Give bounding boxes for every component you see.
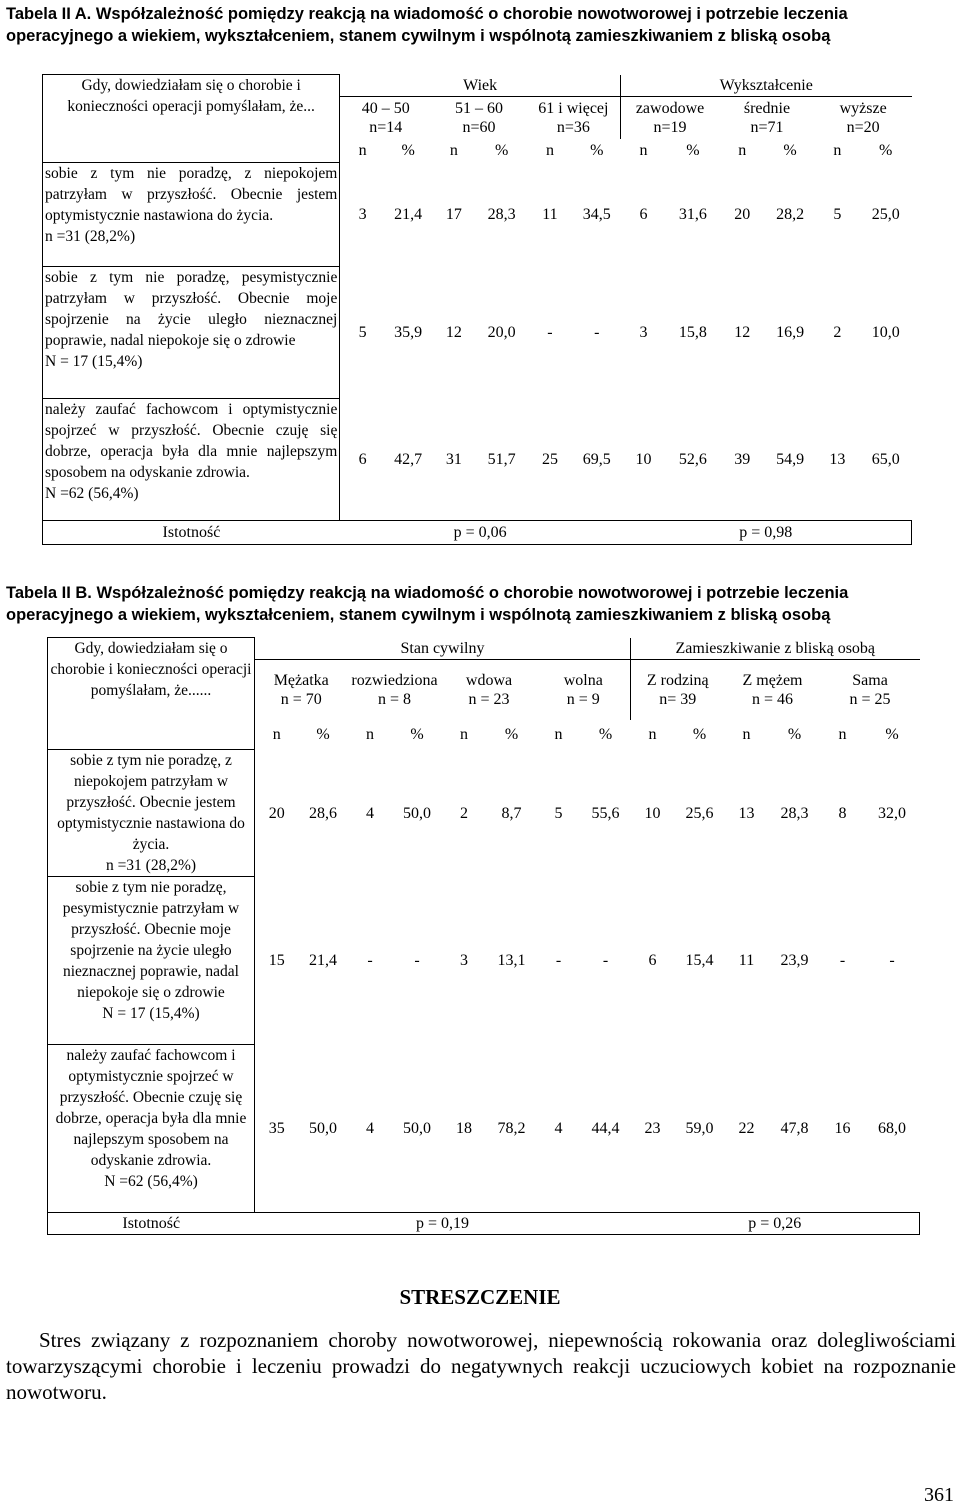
table-a-subheader: n <box>545 142 554 159</box>
table-cell: 4 <box>366 1119 374 1137</box>
table-cell: 47,8 <box>780 1119 809 1137</box>
table-cell: 50,0 <box>309 1119 337 1137</box>
table-b-subheader: % <box>316 726 330 743</box>
table-a-subheader: n <box>738 142 747 159</box>
table-cell: 25,0 <box>871 206 900 223</box>
table-a-subheader: % <box>879 142 893 159</box>
table-b-subheader: % <box>787 726 802 743</box>
table-b-col-header: Sama n = 25 <box>849 671 891 708</box>
table-cell: 3 <box>460 952 468 969</box>
table-b-subheader: n <box>648 726 657 743</box>
table-cell: 50,0 <box>403 1119 431 1137</box>
table-cell: 68,0 <box>878 1119 907 1137</box>
table-a-group-age: Wiek <box>340 75 621 97</box>
table-cell: 35,9 <box>394 324 423 341</box>
table-cell: 3 <box>358 206 367 223</box>
table-cell: 4 <box>554 1119 563 1137</box>
table-cell: 65,0 <box>871 450 900 468</box>
table-cell: - <box>414 952 420 969</box>
table-a-col-header: wyższe n=20 <box>839 99 887 136</box>
table-b-subheader: % <box>504 726 519 743</box>
table-cell: - <box>839 952 846 969</box>
table-row <box>43 267 912 399</box>
summary-heading: STRESZCZENIE <box>399 1285 561 1309</box>
table-cell: 10,0 <box>871 324 900 341</box>
table-a-col-header: 61 i więcej n=36 <box>538 99 609 136</box>
page-number: 361 <box>924 1484 954 1506</box>
table-cell: 22 <box>738 1119 755 1137</box>
table-cell: 20,0 <box>487 324 516 341</box>
table-b-group-marital: Stan cywilny <box>255 638 631 660</box>
table-cell: 18 <box>456 1119 472 1137</box>
table-b-col-header: Z mężem n = 46 <box>742 671 803 708</box>
table-cell: 10 <box>635 450 652 468</box>
table-cell: 15 <box>268 952 285 969</box>
table-cell: 3 <box>639 324 648 341</box>
table-cell: 39 <box>734 450 751 468</box>
table-b-question: Gdy, dowiedziałam się o chorobie i konieczności operacji pomyślałam, że...... <box>48 638 255 750</box>
table-cell: 15,8 <box>678 324 707 341</box>
table-b-subheader: n <box>838 726 847 743</box>
table-cell: 28,2 <box>776 206 805 223</box>
table-cell: 44,4 <box>591 1119 620 1137</box>
table-cell: 25,6 <box>685 804 714 822</box>
table-cell: 51,7 <box>487 450 516 468</box>
table-row <box>48 877 920 1045</box>
table-cell: 5 <box>358 324 367 341</box>
table-row <box>43 399 912 521</box>
table-b-subheader: n <box>554 726 563 743</box>
table-cell: - <box>889 952 895 969</box>
table-a <box>42 74 912 545</box>
table-b-row-label: sobie z tym nie poradzę, pesymistycznie patrzyłam w przyszłość. Obecnie moje spojrzenie na życie uległo nieznacznej poprawie, nadal niepokoje się o zdrowie N = 17 (15,4%) <box>48 877 255 1045</box>
table-cell: 5 <box>833 206 842 223</box>
table-cell: 12 <box>445 324 462 341</box>
table-cell: 78,2 <box>497 1119 526 1137</box>
table-a-row-label: sobie z tym nie poradzę, pesymistycznie patrzyłam w przyszłość. Obecnie moje spojrzenie na życie uległo nieznacznej poprawie, nadal niepokoje się o zdrowie N = 17 (15,4%) <box>43 267 340 399</box>
table-cell: 2 <box>460 804 468 822</box>
table-cell: - <box>555 952 562 969</box>
table-cell: 25 <box>541 450 558 468</box>
table-cell: 69,5 <box>582 450 611 468</box>
table-a-subheader: % <box>494 142 509 159</box>
table-cell: 12 <box>734 324 751 341</box>
table-b <box>47 637 920 1235</box>
table-cell: 2 <box>833 324 842 341</box>
table-cell: 34,5 <box>582 206 611 223</box>
table-a-subheader: % <box>401 142 415 159</box>
table-a-row-label: sobie z tym nie poradzę, z niepokojem patrzyłam w przyszłość. Obecnie jestem optymistycznie nastawiona do życia. n =31 (28,2%) <box>43 163 340 267</box>
table-cell: 28,3 <box>487 206 516 223</box>
table-cell: 55,6 <box>591 804 620 822</box>
table-cell: 8 <box>838 804 847 822</box>
table-cell: - <box>547 324 553 341</box>
table-a-sig-label: Istotność <box>43 521 340 545</box>
table-b-group-living: Zamieszkiwanie z bliską osobą <box>631 638 920 660</box>
table-b-col-header: Mężatka n = 70 <box>273 671 329 708</box>
table-a-subheader: n <box>449 142 458 159</box>
table-a-col-header: 40 – 50 n=14 <box>361 99 410 136</box>
table-cell: 42,7 <box>394 450 423 468</box>
table-b-subheader: % <box>410 726 424 743</box>
table-row <box>43 163 912 267</box>
table-b-col-header: wdowa n = 23 <box>465 671 513 708</box>
table-cell: 16 <box>834 1119 851 1137</box>
table-cell: 11 <box>542 206 558 223</box>
table-cell: 6 <box>358 450 367 468</box>
table-a-sig-age: p = 0,06 <box>340 521 621 545</box>
table-a-subheader: n <box>833 142 842 159</box>
table-cell: 21,4 <box>394 206 423 223</box>
table-cell: 17 <box>445 206 462 223</box>
table-b-subheader: n <box>272 726 281 743</box>
table-cell: 28,3 <box>780 804 809 822</box>
table-cell: 35 <box>268 1119 285 1137</box>
table-a-caption: Tabela II A. Współzależność pomiędzy reakcją na wiadomość o chorobie nowotworowej i potrzebie leczenia operacyjnego a wiekiem, wykształceniem, stanem cywilnym i wspólnotą zamieszkiwaniem z bliską osobą <box>6 5 848 45</box>
table-cell: 8,7 <box>501 804 522 822</box>
table-b-subheader: n <box>366 726 374 743</box>
table-cell: 5 <box>554 804 563 822</box>
table-a-subheader: % <box>590 142 604 159</box>
table-b-subheader: % <box>598 726 613 743</box>
table-row <box>48 1045 920 1213</box>
table-b-subheader: n <box>742 726 751 743</box>
table-cell: - <box>367 952 373 969</box>
table-b-subheader: % <box>885 726 899 743</box>
table-cell: 11 <box>738 952 755 969</box>
table-cell: 50,0 <box>403 804 431 822</box>
table-cell: 6 <box>639 206 648 223</box>
table-cell: 54,9 <box>776 450 805 468</box>
table-cell: 10 <box>644 804 661 822</box>
table-cell: - <box>594 324 600 341</box>
table-cell: 31 <box>445 450 462 468</box>
table-b-caption: Tabela II B. Współzależność pomiędzy reakcją na wiadomość o chorobie nowotworowej i potrzebie leczenia operacyjnego a wiekiem, wykształceniem, stanem cywilnym i wspólnotą zamieszkiwaniem z bliską osobą <box>6 584 849 624</box>
table-a-question: Gdy, dowiedziałam się o chorobie i konieczności operacji pomyślałam, że... <box>43 75 340 163</box>
table-b-sig-marital: p = 0,19 <box>255 1213 631 1235</box>
table-cell: 16,9 <box>776 324 805 341</box>
table-b-row-label: sobie z tym nie poradzę, z niepokojem patrzyłam w przyszłość. Obecnie jestem optymistycznie nastawiona do życia. n =31 (28,2%) <box>48 750 255 877</box>
table-a-sig-education: p = 0,98 <box>620 521 911 545</box>
table-a-col-header: 51 – 60 n=60 <box>455 99 504 136</box>
table-cell: 21,4 <box>309 952 337 969</box>
table-cell: 13 <box>829 450 846 468</box>
table-b-col-header: Z rodziną n= 39 <box>631 660 725 720</box>
table-b-sig-label: Istotność <box>48 1213 255 1235</box>
table-a-row-label: należy zaufać fachowcom i optymistycznie spojrzeć w przyszłość. Obecnie czuję się dobrze, operacja była dla mnie najlepszym sposobem na odyskanie zdrowia. N =62 (56,4%) <box>43 399 340 521</box>
table-a-col-header: średnie n=71 <box>743 99 791 136</box>
table-a-group-education: Wykształcenie <box>620 75 911 97</box>
table-cell: 23,9 <box>780 952 809 969</box>
table-a-subheader: n <box>639 142 648 159</box>
table-cell: 23 <box>644 1119 661 1137</box>
table-cell: 6 <box>648 952 657 969</box>
table-a-subheader: % <box>783 142 797 159</box>
table-b-subheader: n <box>460 726 468 743</box>
table-b-col-header: wolna n = 9 <box>563 671 603 708</box>
summary-text: Stres związany z rozpoznaniem choroby nowotworowej, niepewnością rokowania oraz dolegliwościami towarzyszącymi chorobie i leczeniu prowadzi do negatywnych reakcji uczuciowych kobiet na rozpoznanie nowotworu. <box>6 1328 956 1404</box>
table-cell: 32,0 <box>878 804 907 822</box>
table-a-col-header: zawodowe n=19 <box>620 97 719 139</box>
table-cell: 13 <box>738 804 755 822</box>
table-cell: 13,1 <box>497 952 526 969</box>
table-a-subheader: % <box>686 142 700 159</box>
table-cell: - <box>602 952 609 969</box>
table-cell: 20 <box>268 804 285 822</box>
table-b-row-label: należy zaufać fachowcom i optymistycznie spojrzeć w przyszłość. Obecnie czuję się dobrze, operacja była dla mnie najlepszym sposobem na odyskanie zdrowia. N =62 (56,4%) <box>48 1045 255 1213</box>
table-cell: 31,6 <box>678 206 707 223</box>
table-cell: 28,6 <box>309 804 337 822</box>
table-cell: 59,0 <box>685 1119 714 1137</box>
table-a-subheader: n <box>358 142 367 159</box>
table-cell: 20 <box>734 206 751 223</box>
table-cell: 4 <box>366 804 374 822</box>
table-b-col-header: rozwiedziona n = 8 <box>351 671 438 708</box>
table-b-sig-living: p = 0,26 <box>631 1213 920 1235</box>
table-row <box>48 750 920 877</box>
table-cell: 15,4 <box>685 952 714 969</box>
table-cell: 52,6 <box>678 450 707 468</box>
table-b-subheader: % <box>692 726 707 743</box>
